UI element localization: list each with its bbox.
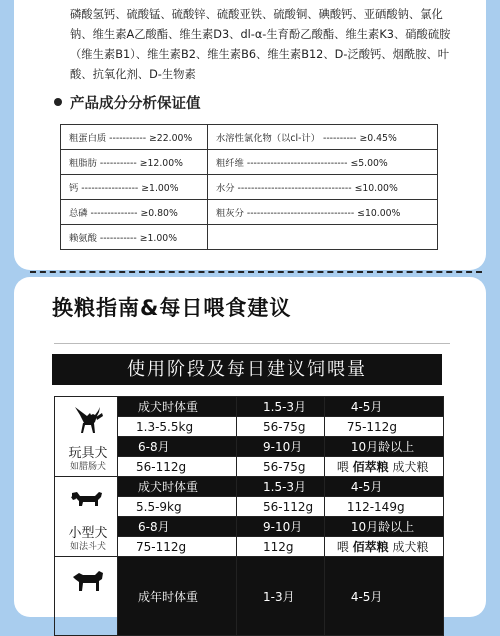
dashed-divider [30, 271, 482, 273]
guide-title: 换粮指南&每日喂食建议 [52, 296, 292, 320]
analysis-cell: 总磷 -------------- ≥0.80% [61, 200, 208, 225]
analysis-row [61, 200, 438, 225]
feeding-header-cell: 9-10月 [237, 437, 325, 457]
dog-type-name: 玩具犬 [68, 446, 108, 461]
dog-type-example: 如法斗犬 [69, 542, 106, 552]
feeding-header-cell: 成犬时体重 [118, 477, 237, 497]
feeding-header-cell: 4-5月 [324, 397, 443, 417]
feeding-header-cell: 成犬时体重 [118, 397, 237, 417]
feeding-value-cell: 112-149g [324, 497, 443, 517]
analysis-row [61, 175, 438, 200]
feeding-value-cell: 75-112g [324, 417, 443, 437]
feeding-header-cell: 4-5月 [324, 557, 443, 636]
feeding-header-cell: 成年时体重 [118, 557, 237, 636]
feeding-header-cell: 6-8月 [118, 517, 237, 537]
feeding-row [55, 557, 444, 636]
analysis-title: 产品成分分析保证值 [70, 96, 201, 112]
analysis-row [61, 150, 438, 175]
analysis-cell [208, 225, 438, 250]
dog-type-cell [55, 397, 118, 477]
analysis-cell: 赖氨酸 ----------- ≥1.00% [61, 225, 208, 250]
feeding-value-cell: 喂 佰萃粮 成犬粮 [324, 457, 443, 477]
ingredients-text: 磷酸氢钙、硫酸锰、硫酸锌、硫酸亚铁、硫酸铜、碘酸钙、亚硒酸钠、氯化钠、维生素A乙酸酯、维生素D3、dl-α-生育酚乙酸酯、维生素K3、硝酸硫胺（维生素B1）、维生素B2、维生素B6、维生素B12、D-泛酸钙、烟酰胺、叶酸、抗氧化剂、D-生物素 [70, 8, 451, 81]
feeding-header-cell: 4-5月 [324, 477, 443, 497]
feeding-value-cell: 5.5-9kg [118, 497, 237, 517]
feeding-header-cell: 10月龄以上 [324, 517, 443, 537]
feeding-header-cell: 9-10月 [237, 517, 325, 537]
dog-type-name: 小型犬 [68, 526, 108, 541]
feeding-header-cell: 1-3月 [237, 557, 325, 636]
analysis-cell: 水分 ---------------------------------- ≤10.00% [208, 175, 438, 200]
dog-type-cell [55, 477, 118, 557]
analysis-cell: 水溶性氯化物（以cl-计） ---------- ≥0.45% [208, 125, 438, 150]
feeding-value-cell: 1.3-5.5kg [118, 417, 237, 437]
feeding-row [55, 477, 444, 497]
feeding-header-cell: 6-8月 [118, 437, 237, 457]
dog-type-example: 如腊肠犬 [69, 462, 106, 472]
analysis-cell: 粗纤维 ------------------------------ ≤5.00% [208, 150, 438, 175]
feeding-value-cell: 56-75g [237, 457, 325, 477]
analysis-heading [54, 92, 201, 113]
feeding-value-cell: 喂 佰萃粮 成犬粮 [324, 537, 443, 557]
feeding-header-cell: 10月龄以上 [324, 437, 443, 457]
feeding-value-cell: 112g [237, 537, 325, 557]
analysis-cell: 钙 ----------------- ≥1.00% [61, 175, 208, 200]
feeding-row [55, 397, 444, 417]
feeding-table [54, 396, 444, 636]
dog-type-cell [55, 557, 118, 636]
feeding-value-cell: 75-112g [118, 537, 237, 557]
analysis-table [60, 124, 438, 250]
feeding-value-cell: 56-75g [237, 417, 325, 437]
analysis-cell: 粗蛋白质 ----------- ≥22.00% [61, 125, 208, 150]
feeding-header-cell: 1.5-3月 [237, 397, 325, 417]
analysis-row [61, 125, 438, 150]
analysis-row [61, 225, 438, 250]
feeding-value-cell: 56-112g [118, 457, 237, 477]
bullet-icon [54, 98, 62, 106]
feeding-value-cell: 56-112g [237, 497, 325, 517]
analysis-cell: 粗灰分 -------------------------------- ≤10.00% [208, 200, 438, 225]
analysis-cell: 粗脂肪 ----------- ≥12.00% [61, 150, 208, 175]
guide-underline [54, 343, 450, 344]
feeding-table-title: 使用阶段及每日建议饲喂量 [52, 354, 442, 385]
feeding-header-cell: 1.5-3月 [237, 477, 325, 497]
